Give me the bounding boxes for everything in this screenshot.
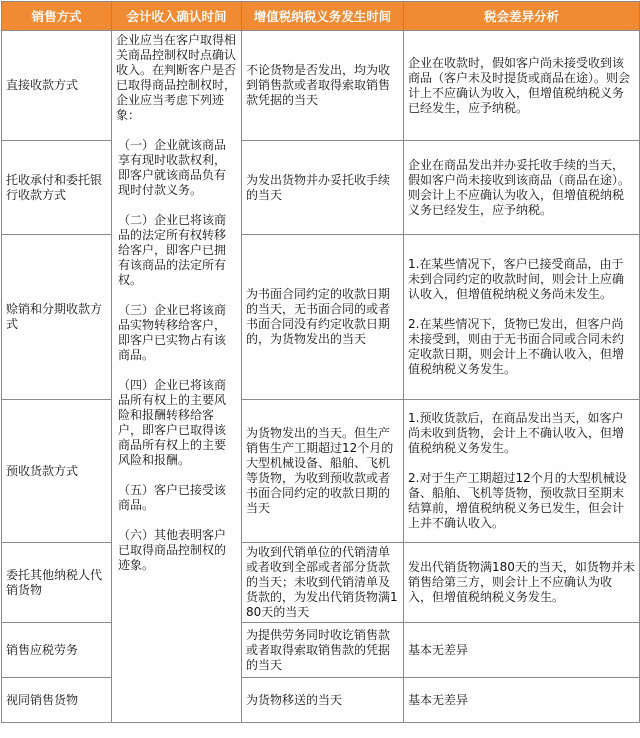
table-row (2, 678, 640, 723)
vat-time-cell: 为书面合同约定的收款日期的当天，无书面合同的或者书面合同没有约定收款日期的，为货物发出的当天 (242, 235, 404, 400)
header-difference-analysis: 税会差异分析 (404, 2, 640, 31)
sales-method-cell: 预收货款方式 (2, 400, 112, 543)
table-row (2, 31, 640, 141)
sales-method-cell: 视同销售货物 (2, 678, 112, 723)
vat-time-cell: 为提供劳务同时收讫销售款或者取得索取销售款的凭据的当天 (242, 623, 404, 678)
table-row (2, 543, 640, 623)
header-sales-method: 销售方式 (2, 2, 112, 31)
analysis-paragraph: 发出代销货物满180天的当天，如货物并未销售给第三方，则会计上不应确认为收入，但增值税纳税义务发生。 (408, 560, 635, 604)
recognition-condition: （三）企业已将该商品实物转移给客户，即客户已实物占有该商品。 (118, 303, 227, 362)
vat-time-cell: 为发出货物并办妥托收手续的当天 (242, 141, 404, 235)
recognition-condition: （一）企业就该商品享有现时收款权利，即客户就该商品负有现时付款义务。 (118, 138, 227, 197)
table-row (2, 623, 640, 678)
table-row (2, 141, 640, 235)
analysis-cell (404, 623, 640, 678)
analysis-cell (404, 543, 640, 623)
analysis-paragraph: 企业在商品发出并办妥托收手续的当天，假如客户尚未接收到该商品（商品在途）。则会计上不应确认为收入，但增值税纳税义务已经发生，应予纳税。 (408, 157, 631, 217)
vat-time-cell: 为货物移送的当天 (242, 678, 404, 723)
header-vat-obligation-time: 增值税纳税义务发生时间 (242, 2, 404, 31)
vat-time-cell: 为收到代销单位的代销清单或者收到全部或者部分货款的当天；未收到代销清单及货款的，为发出代销货物满180天的当天 (242, 543, 404, 623)
table-row (2, 235, 640, 400)
recognition-condition: （二）企业已将该商品的法定所有权转移给客户，即客户已拥有该商品的法定所有权。 (118, 213, 227, 287)
analysis-cell (404, 678, 640, 723)
sales-method-cell: 销售应税劳务 (2, 623, 112, 678)
analysis-paragraph: 1.预收货款后，在商品发出当天，如客户尚未收到货物，会计上不确认收入，但增值税纳税义务发生。 (408, 411, 625, 455)
analysis-paragraph: 2.对于生产工期超过12个月的大型机械设备、船舶、飞机等货物，预收款日至期末结算前，增值税纳税义务已发生，但会计上并不确认收入。 (408, 471, 627, 530)
vat-time-cell: 为货物发出的当天。但生产销售生产工期超过12个月的大型机械设备、船舶、飞机等货物，为收到预收款或者书面合同约定的收款日期的当天 (242, 400, 404, 543)
table-row (2, 400, 640, 543)
analysis-cell (404, 235, 640, 400)
recognition-condition: （五）客户已接受该商品。 (118, 483, 227, 512)
analysis-paragraph: 基本无差异 (408, 642, 469, 657)
analysis-paragraph: 2.在某些情况下，货物已发出，但客户尚未接受到，则由于无书面合同或合同未约定收款日期，则会计上不确认收入，但增值税纳税义务发生。 (408, 317, 625, 376)
sales-method-cell: 直接收款方式 (2, 31, 112, 141)
analysis-paragraph: 1.在某些情况下，客户已接受商品，由于未到合同约定的收款时间，则会计上应确认收入，但增值税纳税义务尚未发生。 (408, 257, 625, 301)
analysis-cell (404, 400, 640, 543)
table-header-row (2, 2, 640, 31)
analysis-cell (404, 31, 640, 141)
recognition-condition: （六）其他表明客户已取得商品控制权的迹象。 (118, 528, 227, 572)
tax-accounting-comparison-table (1, 1, 640, 723)
sales-method-cell: 委托其他纳税人代销货物 (2, 543, 112, 623)
analysis-paragraph: 基本无差异 (408, 692, 469, 707)
recognition-intro: 企业应当在客户取得相关商品控制权时点确认收入。在判断客户是否已取得商品控制权时，企业应当考虑下列迹象： (116, 33, 237, 122)
vat-time-cell: 不论货物是否发出，均为收到销售款或者取得索取销售款凭据的当天 (242, 31, 404, 141)
header-revenue-recognition-time: 会计收入确认时间 (112, 2, 242, 31)
sales-method-cell: 托收承付和委托银行收款方式 (2, 141, 112, 235)
analysis-paragraph: 企业在收款时，假如客户尚未接受收到该商品（客户未及时提货或商品在途）。则会计上不应确认为收入，但增值税纳税义务已经发生，应予纳税。 (408, 55, 631, 115)
revenue-recognition-cell (112, 31, 242, 723)
analysis-cell (404, 141, 640, 235)
sales-method-cell: 赊销和分期收款方式 (2, 235, 112, 400)
recognition-condition: （四）企业已将该商品所有权上的主要风险和报酬转移给客户，即客户已取得该商品所有权上的主要风险和报酬。 (118, 378, 227, 467)
